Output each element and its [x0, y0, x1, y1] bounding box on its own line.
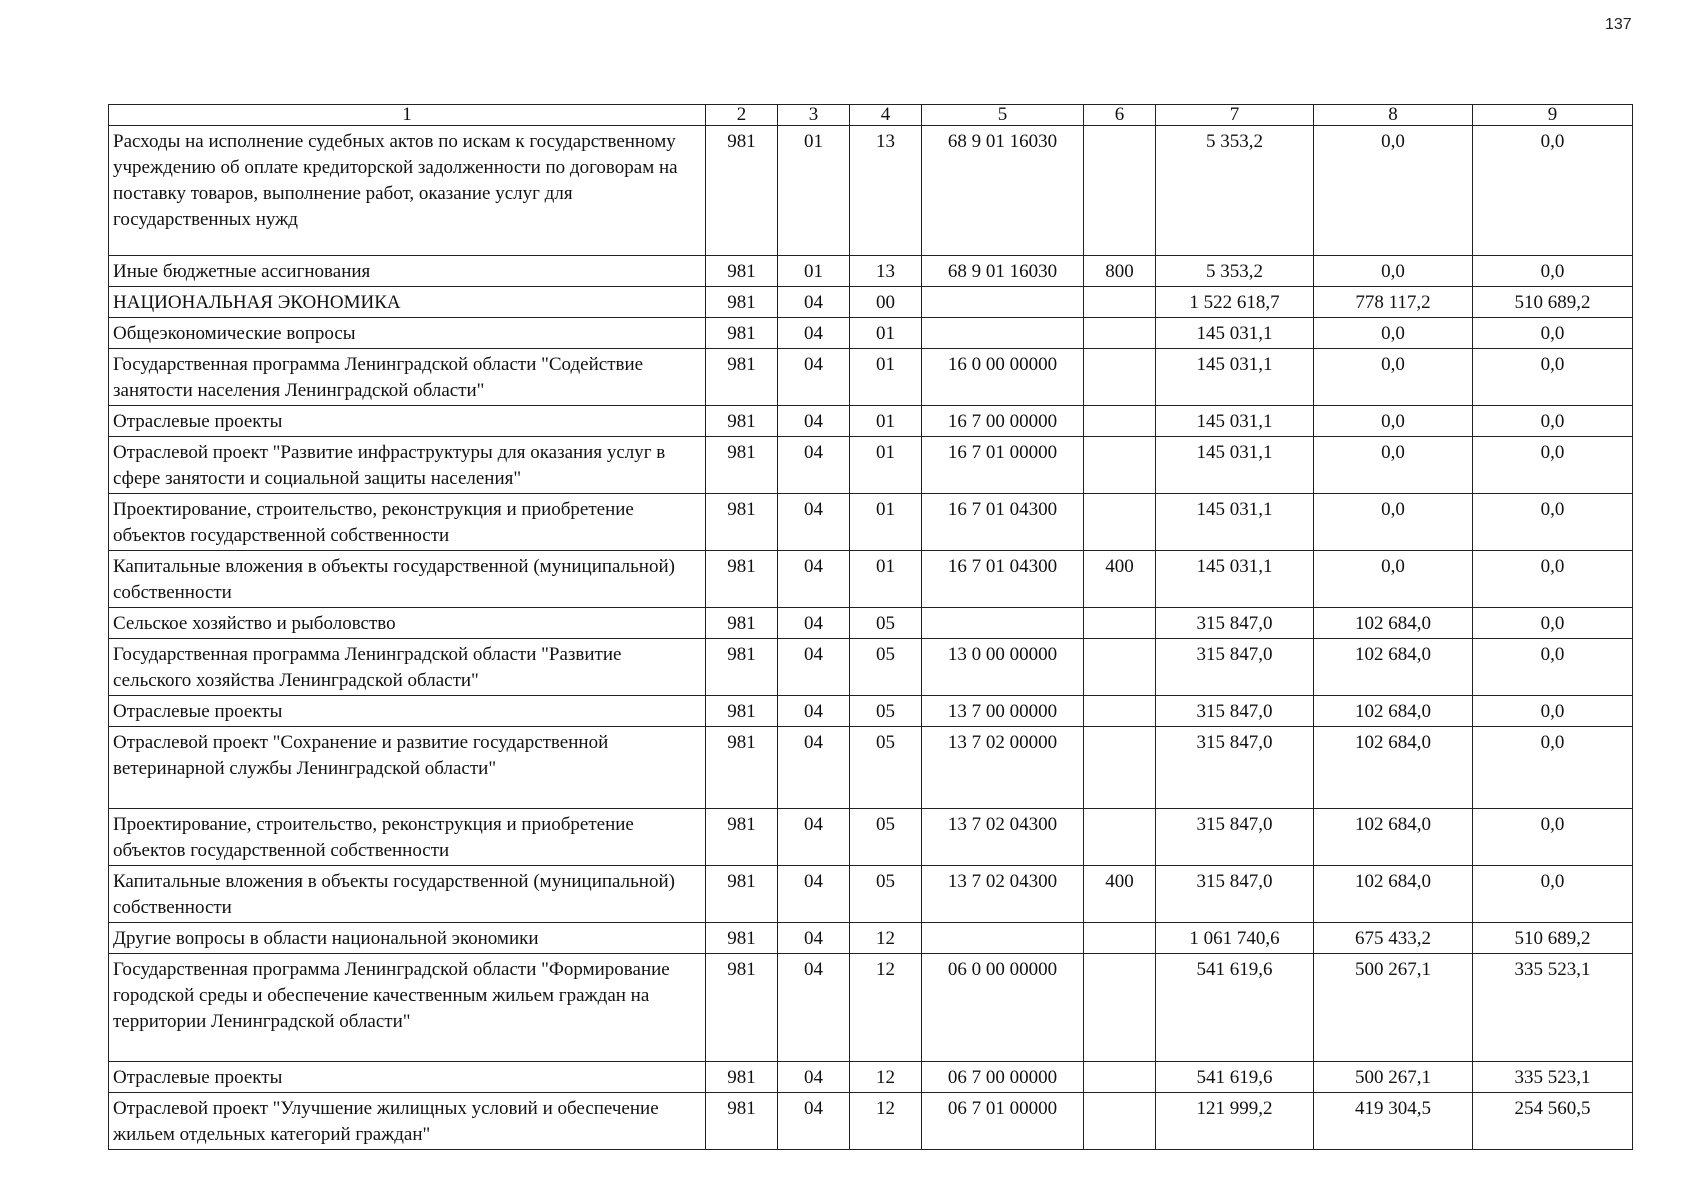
- cell-grbs: 981: [706, 727, 778, 809]
- cell-section: 04: [778, 954, 850, 1062]
- cell-grbs: 981: [706, 608, 778, 639]
- header-cell: 6: [1084, 105, 1156, 126]
- row-name: Сельское хозяйство и рыболовство: [109, 608, 706, 639]
- cell-grbs: 981: [706, 551, 778, 608]
- table-row: [109, 954, 1633, 1062]
- cell-amount-9: 0,0: [1473, 126, 1633, 256]
- header-cell: 9: [1473, 105, 1633, 126]
- row-name: Расходы на исполнение судебных актов по искам к государственному учреждению об оплате кредиторской задолженности по договорам на поставку товаров, выполнение работ, оказание услуг для государственных нужд: [109, 126, 706, 256]
- cell-amount-8: 102 684,0: [1314, 866, 1473, 923]
- cell-amount-9: 0,0: [1473, 551, 1633, 608]
- cell-target-article: 16 7 01 04300: [922, 551, 1084, 608]
- cell-section: 01: [778, 126, 850, 256]
- cell-amount-8: 0,0: [1314, 406, 1473, 437]
- table-row: [109, 287, 1633, 318]
- header-cell: 4: [850, 105, 922, 126]
- cell-amount-8: 102 684,0: [1314, 727, 1473, 809]
- cell-section: 04: [778, 727, 850, 809]
- cell-grbs: 981: [706, 406, 778, 437]
- cell-amount-9: 0,0: [1473, 608, 1633, 639]
- cell-grbs: 981: [706, 954, 778, 1062]
- cell-amount-7: 145 031,1: [1156, 437, 1314, 494]
- cell-expense-type: [1084, 954, 1156, 1062]
- cell-subsection: 01: [850, 437, 922, 494]
- cell-grbs: 981: [706, 1062, 778, 1093]
- row-name: Проектирование, строительство, реконструкция и приобретение объектов государственной собственности: [109, 809, 706, 866]
- cell-section: 04: [778, 1062, 850, 1093]
- cell-section: 04: [778, 809, 850, 866]
- cell-target-article: 68 9 01 16030: [922, 126, 1084, 256]
- table-row: [109, 126, 1633, 256]
- cell-section: 04: [778, 551, 850, 608]
- cell-target-article: [922, 923, 1084, 954]
- cell-target-article: 16 0 00 00000: [922, 349, 1084, 406]
- cell-section: 04: [778, 287, 850, 318]
- cell-expense-type: [1084, 287, 1156, 318]
- cell-expense-type: [1084, 349, 1156, 406]
- table-row: [109, 349, 1633, 406]
- page-number: 137: [1605, 16, 1632, 33]
- cell-target-article: 06 7 00 00000: [922, 1062, 1084, 1093]
- header-cell: 3: [778, 105, 850, 126]
- table-row: [109, 406, 1633, 437]
- row-name: Государственная программа Ленинградской области "Формирование городской среды и обеспечение качественным жильем граждан на территории Ленинградской области": [109, 954, 706, 1062]
- cell-subsection: 05: [850, 727, 922, 809]
- cell-target-article: 13 7 02 00000: [922, 727, 1084, 809]
- cell-subsection: 13: [850, 126, 922, 256]
- cell-amount-9: 510 689,2: [1473, 923, 1633, 954]
- cell-amount-9: 0,0: [1473, 437, 1633, 494]
- cell-amount-7: 145 031,1: [1156, 349, 1314, 406]
- cell-section: 04: [778, 1093, 850, 1150]
- cell-amount-9: 0,0: [1473, 406, 1633, 437]
- cell-grbs: 981: [706, 126, 778, 256]
- cell-target-article: 06 0 00 00000: [922, 954, 1084, 1062]
- header-row: [109, 105, 1633, 126]
- cell-amount-7: 1 522 618,7: [1156, 287, 1314, 318]
- cell-amount-9: 510 689,2: [1473, 287, 1633, 318]
- row-name: Отраслевые проекты: [109, 1062, 706, 1093]
- cell-expense-type: [1084, 1093, 1156, 1150]
- cell-amount-8: 0,0: [1314, 318, 1473, 349]
- cell-amount-7: 5 353,2: [1156, 126, 1314, 256]
- header-cell: 1: [109, 105, 706, 126]
- cell-amount-9: 0,0: [1473, 318, 1633, 349]
- cell-amount-7: 315 847,0: [1156, 608, 1314, 639]
- table-row: [109, 866, 1633, 923]
- cell-amount-7: 121 999,2: [1156, 1093, 1314, 1150]
- row-name: Отраслевой проект "Сохранение и развитие государственной ветеринарной службы Ленинградской области": [109, 727, 706, 809]
- table-row: [109, 256, 1633, 287]
- cell-section: 04: [778, 349, 850, 406]
- cell-subsection: 01: [850, 318, 922, 349]
- cell-target-article: 68 9 01 16030: [922, 256, 1084, 287]
- cell-subsection: 12: [850, 954, 922, 1062]
- cell-subsection: 01: [850, 551, 922, 608]
- cell-amount-7: 541 619,6: [1156, 954, 1314, 1062]
- cell-grbs: 981: [706, 866, 778, 923]
- cell-grbs: 981: [706, 287, 778, 318]
- cell-section: 04: [778, 696, 850, 727]
- cell-amount-9: 0,0: [1473, 809, 1633, 866]
- cell-subsection: 05: [850, 696, 922, 727]
- cell-amount-7: 315 847,0: [1156, 696, 1314, 727]
- row-name: Иные бюджетные ассигнования: [109, 256, 706, 287]
- cell-expense-type: [1084, 437, 1156, 494]
- cell-expense-type: [1084, 126, 1156, 256]
- cell-target-article: [922, 608, 1084, 639]
- cell-amount-8: 102 684,0: [1314, 608, 1473, 639]
- cell-section: 04: [778, 437, 850, 494]
- table-row: [109, 551, 1633, 608]
- row-name: Общеэкономические вопросы: [109, 318, 706, 349]
- cell-section: 04: [778, 923, 850, 954]
- cell-subsection: 01: [850, 349, 922, 406]
- table-row: [109, 608, 1633, 639]
- row-name: Отраслевые проекты: [109, 406, 706, 437]
- cell-amount-8: 102 684,0: [1314, 639, 1473, 696]
- cell-subsection: 13: [850, 256, 922, 287]
- row-name: Капитальные вложения в объекты государственной (муниципальной) собственности: [109, 866, 706, 923]
- cell-target-article: [922, 318, 1084, 349]
- cell-amount-8: 0,0: [1314, 437, 1473, 494]
- cell-grbs: 981: [706, 696, 778, 727]
- cell-amount-8: 500 267,1: [1314, 954, 1473, 1062]
- cell-subsection: 05: [850, 866, 922, 923]
- cell-expense-type: 800: [1084, 256, 1156, 287]
- header-cell: 8: [1314, 105, 1473, 126]
- cell-amount-7: 145 031,1: [1156, 406, 1314, 437]
- cell-subsection: 00: [850, 287, 922, 318]
- table-row: [109, 1093, 1633, 1150]
- cell-grbs: 981: [706, 639, 778, 696]
- cell-amount-8: 419 304,5: [1314, 1093, 1473, 1150]
- cell-expense-type: [1084, 318, 1156, 349]
- cell-target-article: 16 7 01 04300: [922, 494, 1084, 551]
- cell-section: 04: [778, 866, 850, 923]
- header-cell: 5: [922, 105, 1084, 126]
- cell-section: 04: [778, 318, 850, 349]
- cell-target-article: 13 7 02 04300: [922, 866, 1084, 923]
- cell-expense-type: [1084, 809, 1156, 866]
- cell-amount-7: 145 031,1: [1156, 551, 1314, 608]
- cell-amount-8: 0,0: [1314, 494, 1473, 551]
- cell-amount-8: 102 684,0: [1314, 696, 1473, 727]
- cell-amount-8: 778 117,2: [1314, 287, 1473, 318]
- cell-subsection: 01: [850, 494, 922, 551]
- cell-amount-7: 145 031,1: [1156, 318, 1314, 349]
- cell-grbs: 981: [706, 437, 778, 494]
- cell-amount-9: 0,0: [1473, 727, 1633, 809]
- row-name: Отраслевой проект "Развитие инфраструктуры для оказания услуг в сфере занятости и социальной защиты населения": [109, 437, 706, 494]
- cell-section: 04: [778, 406, 850, 437]
- cell-amount-8: 500 267,1: [1314, 1062, 1473, 1093]
- cell-expense-type: [1084, 696, 1156, 727]
- table-row: [109, 639, 1633, 696]
- cell-amount-9: 0,0: [1473, 349, 1633, 406]
- row-name: НАЦИОНАЛЬНАЯ ЭКОНОМИКА: [109, 287, 706, 318]
- cell-expense-type: [1084, 727, 1156, 809]
- cell-amount-9: 0,0: [1473, 256, 1633, 287]
- cell-expense-type: [1084, 406, 1156, 437]
- cell-amount-9: 0,0: [1473, 866, 1633, 923]
- cell-target-article: 13 7 02 04300: [922, 809, 1084, 866]
- row-name: Государственная программа Ленинградской области "Содействие занятости населения Ленинградской области": [109, 349, 706, 406]
- cell-expense-type: [1084, 923, 1156, 954]
- table-row: [109, 809, 1633, 866]
- table-row: [109, 494, 1633, 551]
- cell-expense-type: [1084, 494, 1156, 551]
- row-name: Капитальные вложения в объекты государственной (муниципальной) собственности: [109, 551, 706, 608]
- cell-target-article: 16 7 01 00000: [922, 437, 1084, 494]
- cell-subsection: 05: [850, 608, 922, 639]
- cell-subsection: 12: [850, 1062, 922, 1093]
- cell-expense-type: 400: [1084, 551, 1156, 608]
- cell-section: 04: [778, 608, 850, 639]
- cell-section: 04: [778, 494, 850, 551]
- table-row: [109, 923, 1633, 954]
- cell-grbs: 981: [706, 256, 778, 287]
- cell-grbs: 981: [706, 349, 778, 406]
- table-row: [109, 727, 1633, 809]
- cell-subsection: 05: [850, 639, 922, 696]
- cell-amount-8: 0,0: [1314, 349, 1473, 406]
- cell-subsection: 12: [850, 1093, 922, 1150]
- cell-expense-type: 400: [1084, 866, 1156, 923]
- cell-grbs: 981: [706, 318, 778, 349]
- row-name: Отраслевые проекты: [109, 696, 706, 727]
- cell-grbs: 981: [706, 1093, 778, 1150]
- cell-amount-8: 102 684,0: [1314, 809, 1473, 866]
- cell-subsection: 01: [850, 406, 922, 437]
- cell-expense-type: [1084, 1062, 1156, 1093]
- cell-amount-7: 315 847,0: [1156, 866, 1314, 923]
- cell-amount-9: 0,0: [1473, 494, 1633, 551]
- table-row: [109, 1062, 1633, 1093]
- row-name: Государственная программа Ленинградской области "Развитие сельского хозяйства Ленинградской области": [109, 639, 706, 696]
- cell-amount-7: 315 847,0: [1156, 809, 1314, 866]
- cell-target-article: [922, 287, 1084, 318]
- table-row: [109, 437, 1633, 494]
- cell-grbs: 981: [706, 494, 778, 551]
- cell-amount-8: 0,0: [1314, 126, 1473, 256]
- cell-amount-9: 0,0: [1473, 696, 1633, 727]
- cell-grbs: 981: [706, 809, 778, 866]
- cell-target-article: 16 7 00 00000: [922, 406, 1084, 437]
- cell-amount-8: 0,0: [1314, 256, 1473, 287]
- header-cell: 2: [706, 105, 778, 126]
- row-name: Проектирование, строительство, реконструкция и приобретение объектов государственной собственности: [109, 494, 706, 551]
- cell-amount-8: 0,0: [1314, 551, 1473, 608]
- budget-table: [108, 104, 1633, 1150]
- cell-amount-7: 145 031,1: [1156, 494, 1314, 551]
- row-name: Другие вопросы в области национальной экономики: [109, 923, 706, 954]
- cell-amount-9: 335 523,1: [1473, 954, 1633, 1062]
- cell-grbs: 981: [706, 923, 778, 954]
- cell-expense-type: [1084, 639, 1156, 696]
- cell-target-article: 13 0 00 00000: [922, 639, 1084, 696]
- cell-amount-9: 0,0: [1473, 639, 1633, 696]
- cell-amount-8: 675 433,2: [1314, 923, 1473, 954]
- row-name: Отраслевой проект "Улучшение жилищных условий и обеспечение жильем отдельных категорий граждан": [109, 1093, 706, 1150]
- cell-expense-type: [1084, 608, 1156, 639]
- header-cell: 7: [1156, 105, 1314, 126]
- cell-section: 01: [778, 256, 850, 287]
- cell-amount-7: 315 847,0: [1156, 639, 1314, 696]
- cell-amount-7: 1 061 740,6: [1156, 923, 1314, 954]
- cell-subsection: 05: [850, 809, 922, 866]
- cell-amount-7: 5 353,2: [1156, 256, 1314, 287]
- cell-target-article: 06 7 01 00000: [922, 1093, 1084, 1150]
- cell-subsection: 12: [850, 923, 922, 954]
- table-row: [109, 318, 1633, 349]
- cell-section: 04: [778, 639, 850, 696]
- cell-amount-9: 335 523,1: [1473, 1062, 1633, 1093]
- cell-target-article: 13 7 00 00000: [922, 696, 1084, 727]
- cell-amount-7: 541 619,6: [1156, 1062, 1314, 1093]
- cell-amount-9: 254 560,5: [1473, 1093, 1633, 1150]
- cell-amount-7: 315 847,0: [1156, 727, 1314, 809]
- table-row: [109, 696, 1633, 727]
